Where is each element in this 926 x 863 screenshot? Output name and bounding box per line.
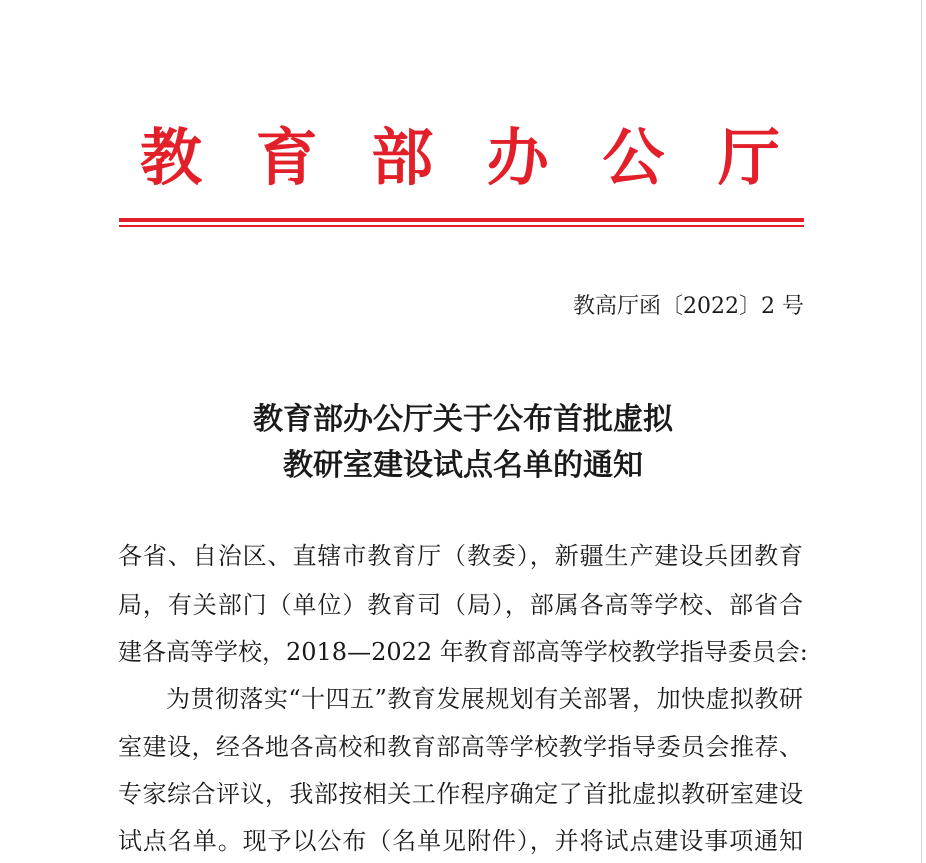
document-title-line-1: 教育部办公厅关于公布首批虚拟 [253, 402, 673, 437]
letterhead [140, 118, 780, 198]
letterhead-rule-thick [119, 218, 804, 222]
body-line: 建各高等学校，2018—2022 年教育部高等学校教学指导委员会: [118, 638, 808, 666]
body-line: 为贯彻落实“十四五”教育发展规划有关部署，加快虚拟教研 [166, 685, 803, 713]
letterhead-char: 教 [140, 121, 203, 194]
letterhead-char: 厅 [717, 121, 780, 194]
letterhead-char: 部 [371, 121, 434, 194]
body-line: 专家综合评议，我部按相关工作程序确定了首批虚拟教研室建设 [118, 780, 803, 808]
body-line: 室建设，经各地各高校和教育部高等学校教学指导委员会推荐、 [118, 733, 803, 761]
body-line: 局，有关部门（单位）教育司（局），部属各高等学校、部省合 [118, 591, 803, 619]
document-number: 教高厅函〔2022〕2 号 [573, 294, 804, 319]
document-title-line-2: 教研室建设试点名单的通知 [283, 448, 643, 483]
body-line: 试点名单。现予以公布（名单见附件），并将试点建设事项通知 [118, 827, 803, 855]
body-line: 各省、自治区、直辖市教育厅（教委），新疆生产建设兵团教育 [118, 542, 803, 570]
letterhead-char: 公 [602, 121, 665, 194]
letterhead-char: 育 [255, 121, 318, 194]
letterhead-char: 办 [486, 121, 549, 194]
letterhead-rule-thin [119, 225, 804, 227]
